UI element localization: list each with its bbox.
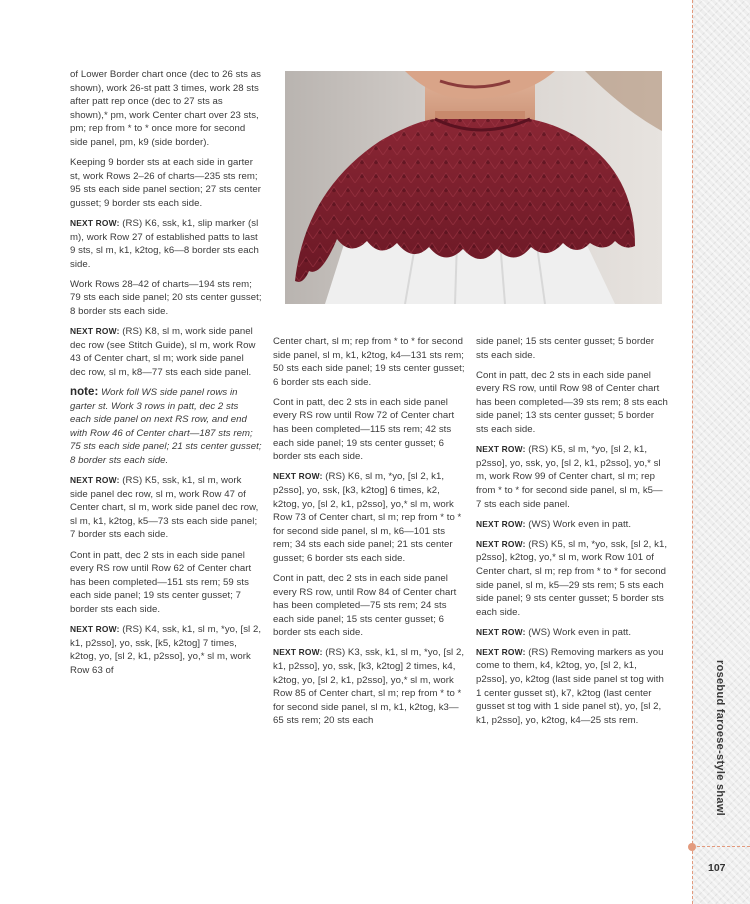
paragraph: [476, 646, 668, 728]
next-row-label: NEXT ROW:: [273, 471, 323, 482]
text-column-2: [273, 335, 465, 735]
paragraph: [70, 474, 262, 542]
paragraph: [70, 217, 262, 271]
paragraph: of Lower Border chart once (dec to 26 sts as shown), work 26-st patt 3 times, work 28 sts after patt rep once (dec to 27 sts as shown),* pm, work Center chart over 23 sts, pm; rep from * to * once more for second side panel, pm, k9 (side border).: [70, 69, 261, 148]
paragraph: Cont in patt, dec 2 sts in each side panel every RS row, until Row 84 of Center chart has been completed—75 sts rem; 24 sts each side panel; 15 sts center gusset; 6 border sts each side.: [273, 573, 457, 639]
instruction-text: (RS) K5, sl m, *yo, [sl 2, k1, p2sso], yo, ssk, yo, [sl 2, k1, p2sso], yo,* sl m, work Row 99 of Center chart, sl m; rep from * to * for second side panel, sl m, k5—7 sts each side panel.: [476, 444, 663, 510]
page-number: 107: [708, 862, 726, 874]
instruction-text: (RS) K6, sl m, *yo, [sl 2, k1, p2sso], yo, ssk, [k3, k2tog] 6 times, k2, k2tog, yo, [sl 2, k1, p2sso], yo,* sl m, work Row 73 of Center chart, sl m; rep from * to * for second side panel, sl m, k6—101 sts rem; 34 sts each side panel; 21 sts center gusset; 6 border sts each side.: [273, 471, 462, 564]
note-label: note:: [70, 385, 99, 398]
page-marker-dot: [688, 843, 696, 851]
paragraph: Work Rows 28–42 of charts—194 sts rem; 79 sts each side panel; 20 sts center gusset; 8 border sts each side.: [70, 278, 262, 317]
paragraph: [476, 443, 668, 511]
next-row-label: NEXT ROW:: [476, 626, 526, 637]
instruction-text: (RS) K5, sl m, *yo, ssk, [sl 2, k1, p2sso], k2tog, yo,* sl m, work Row 101 of Center chart, sl m; rep from * to * for second side panel, sl m, k5—29 sts rem; 5 sts each side panel; 9 sts center gusset; 5 border sts each side.: [476, 538, 668, 618]
instruction-text: (RS) K3, ssk, k1, sl m, *yo, [sl 2, k1, p2sso], yo, ssk, [k3, k2tog] 2 times, k4, k2tog, yo, [sl 2, k1, p2sso], yo,* sl m, work Row 85 of Center chart, sl m; rep from * to * for second side panel, sl m, k1, k2tog, k3—65 sts rem; 20 sts each: [273, 647, 465, 727]
paragraph: Cont in patt, dec 2 sts in each side panel every RS row until Row 62 of Center chart has been completed—151 sts rem; 59 sts each side panel; 19 sts center gusset; 7 border sts each side.: [70, 549, 252, 615]
text-column-3: [476, 335, 668, 734]
next-row-label: NEXT ROW:: [476, 538, 526, 549]
instruction-text: (WS) Work even in patt.: [528, 518, 632, 530]
instruction-text: (RS) K4, ssk, k1, sl m, *yo, [sl 2, k1, p2sso], yo, ssk, [k5, k2tog] 7 times, k2tog, yo, [sl 2, k1, p2sso], yo,* sl m, work Row 63 of: [70, 623, 262, 676]
shawl-photo: [285, 71, 662, 304]
text-column-1: [70, 68, 262, 684]
paragraph: side panel; 15 sts center gusset; 5 border sts each side.: [476, 336, 655, 361]
next-row-label: NEXT ROW:: [476, 444, 526, 455]
paragraph: Keeping 9 border sts at each side in garter st, work Rows 2–26 of charts—235 sts rem; 95 sts each side panel section; 27 sts center gusset; 9 border sts each side.: [70, 157, 262, 209]
paragraph: [70, 623, 262, 677]
sidebar-divider: [692, 0, 693, 904]
note-text: Work foll WS side panel rows in garter st. Work 3 rows in patt, dec 2 sts each side panel on next RS row, and end with Row 46 of Center chart—187 sts rem; 75 sts each side panel; 21 sts center gusset; 8 border sts each side.: [70, 386, 262, 466]
paragraph: Cont in patt, dec 2 sts in each side panel every RS row until Row 72 of Center chart has been completed—115 sts rem; 42 sts each side panel; 19 sts center gusset; 6 border sts each side.: [273, 396, 455, 463]
instruction-text: (RS) Removing markers as you come to them, k4, k2tog, yo, [sl 2, k1, p2sso], yo, k2tog (last side panel st tog with 1 center gusset st), k7, k2tog (last center gusset st tog with 1 side panel st), yo, [sl 2, k1, p2sso], yo, k2tog, k4—25 sts rem.: [476, 646, 664, 726]
paragraph: [476, 518, 668, 532]
instruction-text: (RS) K8, sl m, work side panel dec row (see Stitch Guide), sl m, work Row 43 of Center chart, sl m; work side panel dec row, sl m, k8—77 sts each side panel.: [70, 326, 256, 378]
paragraph: [273, 470, 465, 565]
next-row-label: NEXT ROW:: [476, 646, 526, 657]
instruction-text: (RS) K5, ssk, k1, sl m, work side panel dec row, sl m, work Row 47 of Center chart, sl m, work side panel dec row, sl m, k1, k2tog, k5—73 sts each side panel; 7 border sts each side.: [70, 475, 259, 541]
next-row-label: NEXT ROW:: [273, 647, 323, 658]
paragraph: [273, 646, 465, 728]
note-paragraph: [70, 386, 262, 468]
paragraph: [476, 626, 668, 640]
paragraph: [476, 538, 668, 620]
next-row-label: NEXT ROW:: [70, 217, 120, 228]
page-number-rule: [692, 846, 750, 847]
next-row-label: NEXT ROW:: [70, 475, 120, 486]
paragraph: [70, 325, 262, 379]
next-row-label: NEXT ROW:: [70, 623, 120, 634]
next-row-label: NEXT ROW:: [476, 518, 526, 529]
instruction-text: (WS) Work even in patt.: [528, 626, 632, 638]
next-row-label: NEXT ROW:: [70, 326, 120, 337]
running-title: rosebud faroese-style shawl: [714, 660, 726, 817]
paragraph: Center chart, sl m; rep from * to * for second side panel, sl m, k1, k2tog, k4—131 sts rem; 50 sts each side panel; 19 sts center gusset; 6 border sts each side.: [273, 336, 465, 388]
instruction-text: (RS) K6, ssk, k1, slip marker (sl m), work Row 27 of established patts to last 9 sts, sl m, k1, k2tog, k6—8 border sts each side.: [70, 217, 259, 270]
paragraph: Cont in patt, dec 2 sts in each side panel every RS row, until Row 98 of Center chart has been completed—39 sts rem; 8 sts each side panel; 13 sts center gusset; 5 border sts each side.: [476, 369, 668, 436]
